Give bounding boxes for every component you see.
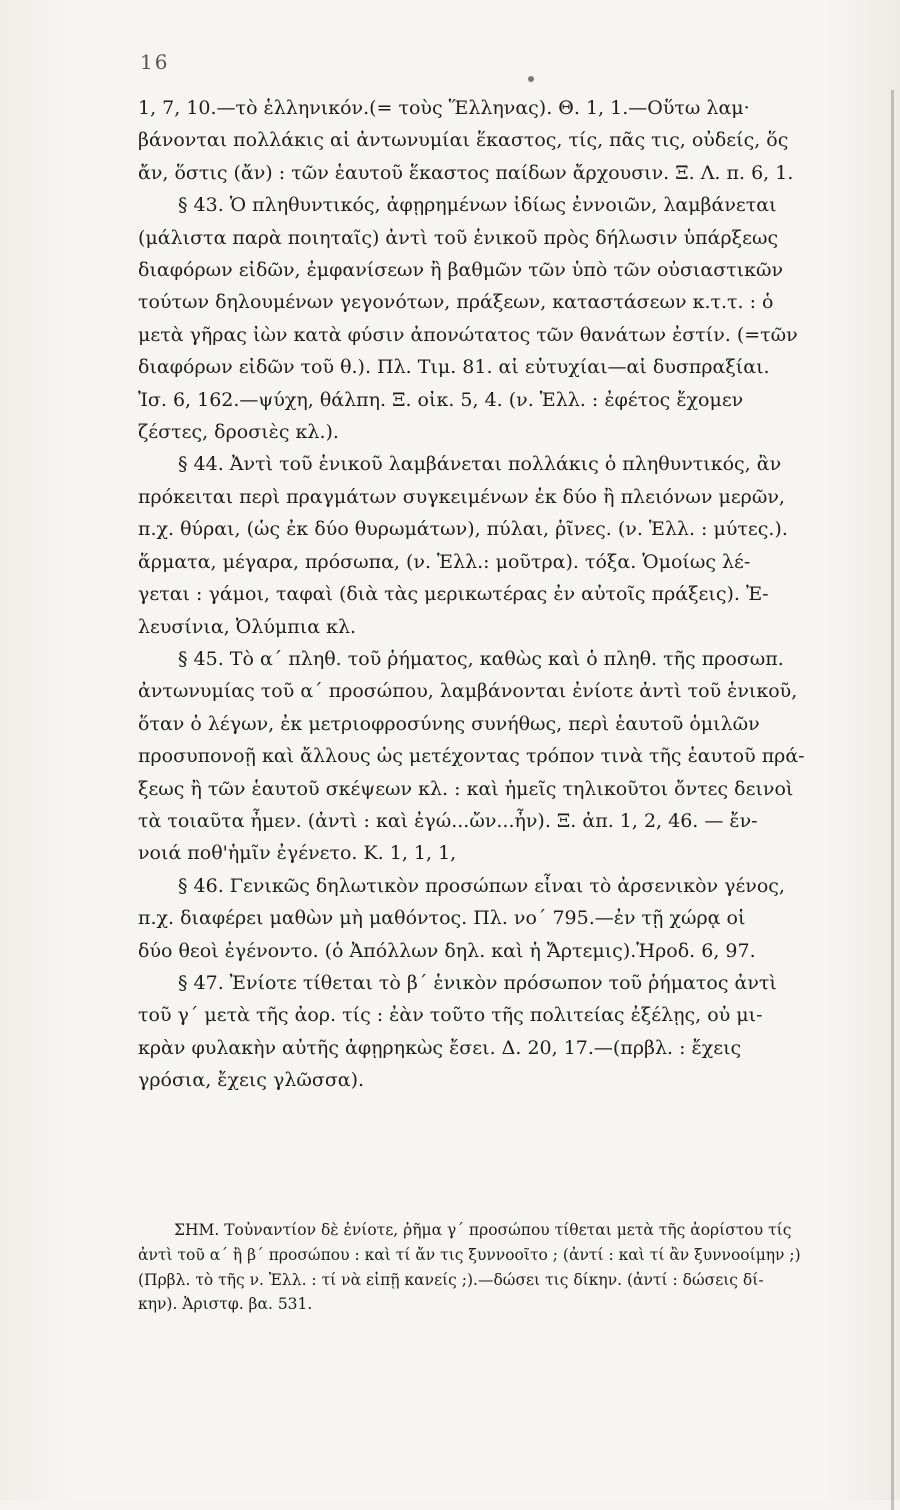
text-line: τὰ τοιαῦτα ἦμεν. (ἀντὶ : καὶ ἐγώ...ὤν...ἦν). Ξ. ἀπ. 1, 2, 46. — ἔν- [138, 809, 758, 832]
text-line: ἄν, ὅστις (ἄν) : τῶν ἑαυτοῦ ἕκαστος παίδων ἄρχουσιν. Ξ. Λ. π. 6, 1. [138, 161, 794, 184]
page-edge-shadow [891, 90, 894, 1510]
text-line: 1, 7, 10.—τὸ ἑλληνικόν.(= τοὺς Ἕλληνας). Θ. 1, 1.—Οὕτω λαμ· [138, 97, 750, 119]
text-line: κρὰν φυλακὴν αὐτῆς ἀφῃρηκὼς ἔσει. Δ. 20, 17.—(πρβλ. : ἔχεις [138, 1036, 742, 1059]
page-number: 16 [140, 50, 170, 74]
text-line: προσυπονοῇ καὶ ἄλλους ὡς μετέχοντας τρόπον τινὰ τῆς ἑαυτοῦ πρά- [138, 745, 805, 768]
section-43-heading-line: § 43. Ὁ πληθυντικός, ἀφῃρημένων ἰδίως ἐννοιῶν, λαμβάνεται [178, 194, 777, 217]
text-line: λευσίνια, Ὀλύμπια κλ. [138, 615, 357, 638]
print-speck [528, 76, 534, 82]
text-line: π.χ. θύραι, (ὡς ἐκ δύο θυρωμάτων), πύλαι, ῥῖνες. (ν. Ἑλλ. : μύτες.). [138, 518, 788, 541]
footnote-line: κην). Ἀριστφ. βα. 531. [138, 1295, 313, 1314]
text-line: νοιά ποθ'ἡμῖν ἐγένετο. Κ. 1, 1, 1, [138, 842, 457, 865]
text-line: ὅταν ὁ λέγων, ἐκ μετριοφροσύνης συνήθως, περὶ ἑαυτοῦ ὁμιλῶν [138, 712, 760, 735]
section-47-heading-line: § 47. Ἐνίοτε τίθεται τὸ β΄ ἑνικὸν πρόσωπον τοῦ ῥήματος ἀντὶ [178, 971, 777, 994]
text-line: ἅρματα, μέγαρα, πρόσωπα, (ν. Ἑλλ.: μοῦτρα). τόξα. Ὁμοίως λέ- [138, 550, 751, 573]
body-text [138, 92, 890, 1097]
text-line: βάνονται πολλάκις αἱ ἀντωνυμίαι ἕκαστος, τίς, πᾶς τις, οὐδείς, ὅς [138, 129, 789, 152]
text-line: γεται : γάμοι, ταφαὶ (διὰ τὰς μερικωτέρας ἐν αὐτοῖς πράξεις). Ἐ- [138, 583, 769, 606]
section-44-heading-line: § 44. Ἀντὶ τοῦ ἑνικοῦ λαμβάνεται πολλάκις ὁ πληθυντικός, ἂν [178, 453, 782, 476]
text-line: δύο θεοὶ ἐγένοντο. (ὁ Ἀπόλλων δηλ. καὶ ἡ Ἄρτεμις).Ἡροδ. 6, 97. [138, 939, 756, 962]
footnote [138, 1218, 890, 1317]
text-line: (μάλιστα παρὰ ποιηταῖς) ἀντὶ τοῦ ἑνικοῦ πρὸς δήλωσιν ὑπάρξεως [138, 226, 779, 249]
text-line: Ἰσ. 6, 162.—ψύχη, θάλπη. Ξ. οἰκ. 5, 4. (ν. Ἑλλ. : ἐφέτος ἔχομεν [138, 388, 744, 411]
text-line: γρόσια, ἔχεις γλῶσσα). [138, 1069, 365, 1092]
text-line: πρόκειται περὶ πραγμάτων συγκειμένων ἐκ δύο ἢ πλειόνων μερῶν, [138, 485, 785, 508]
footnote-line: (Πρβλ. τὸ τῆς ν. Ἑλλ. : τί νὰ εἰπῇ κανείς ;).—δώσει τις δίκην. (ἀντί : δώσεις δί- [138, 1270, 764, 1289]
footnote-line: ἀντὶ τοῦ α΄ ἢ β΄ προσώπου : καὶ τί ἄν τις ξυννοοῖτο ; (ἀντί : καὶ τί ἂν ξυννοοίμην ;) [138, 1245, 801, 1264]
text-line: ζέστες, δροσιὲς κλ.). [138, 421, 339, 444]
text-line: π.χ. διαφέρει μαθὼν μὴ μαθόντος. Πλ. νο΄ 795.—ἐν τῇ χώρᾳ οἱ [138, 907, 746, 930]
text-line: τοῦ γ΄ μετὰ τῆς ἀορ. τίς : ἐὰν τοῦτο τῆς πολιτείας ἐξέλῃς, οὐ μι- [138, 1004, 763, 1027]
text-line: ξεως ἢ τῶν ἑαυτοῦ σκέψεων κλ. : καὶ ἡμεῖς τηλικοῦτοι ὄντες δεινοὶ [138, 777, 794, 800]
section-45-heading-line: § 45. Τὸ α΄ πληθ. τοῦ ῥήματος, καθὼς καὶ ὁ πληθ. τῆς προσωπ. [178, 647, 784, 670]
text-line: διαφόρων εἰδῶν τοῦ θ.). Πλ. Τιμ. 81. αἱ εὐτυχίαι—αἱ δυσπραξίαι. [138, 356, 770, 379]
footnote-line: ΣΗΜ. Τοὐναντίον δὲ ἐνίοτε, ῥῆμα γ΄ προσώπου τίθεται μετὰ τῆς ἀορίστου τίς [174, 1221, 792, 1239]
text-line: μετὰ γῆρας ἰὼν κατὰ φύσιν ἀπονώτατος τῶν θανάτων ἐστίν. (=τῶν [138, 323, 798, 346]
text-line: τούτων δηλουμένων γεγονότων, πράξεων, καταστάσεων κ.τ.τ. : ὁ [138, 291, 774, 314]
text-line: διαφόρων εἰδῶν, ἐμφανίσεων ἢ βαθμῶν τῶν ὑπὸ τῶν οὐσιαστικῶν [138, 259, 784, 282]
text-line: ἀντωνυμίας τοῦ α΄ προσώπου, λαμβάνονται ἐνίοτε ἀντὶ τοῦ ἑνικοῦ, [138, 680, 798, 703]
section-46-heading-line: § 46. Γενικῶς δηλωτικὸν προσώπων εἶναι τὸ ἀρσενικὸν γένος, [178, 874, 785, 897]
